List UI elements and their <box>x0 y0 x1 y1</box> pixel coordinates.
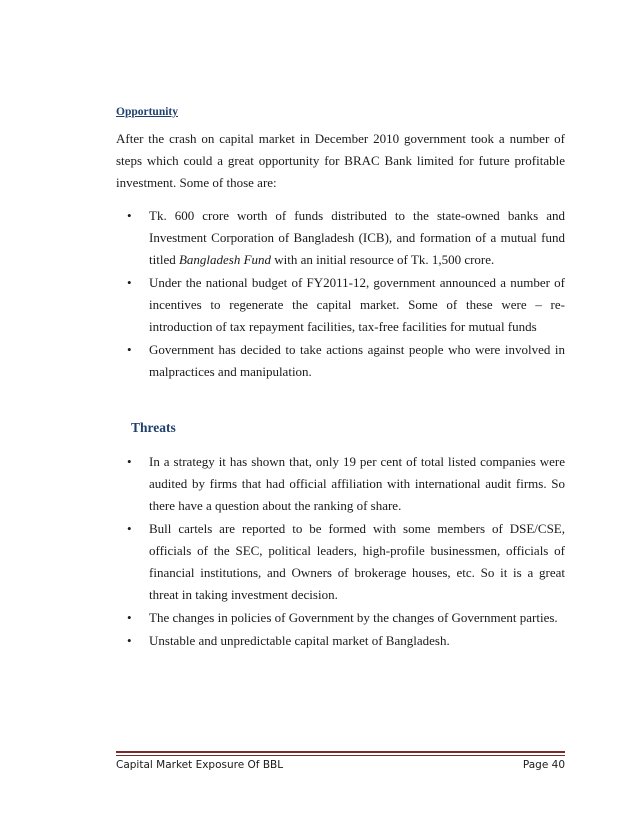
bullet-icon: • <box>127 521 132 536</box>
list-item-text: In a strategy it has shown that, only 19 per cent of total listed companies were audited by firms that had official affiliation with international audit firms. So there have a question about the ranking of share. <box>149 454 565 513</box>
list-item-text: Government has decided to take actions against people who were involved in malpractices and manipulation. <box>149 342 565 379</box>
list-item <box>116 630 565 652</box>
page-number: Page 40 <box>522 759 565 771</box>
list-item <box>116 272 565 338</box>
bullet-icon: • <box>127 342 132 357</box>
opportunity-heading: Opportunity <box>116 106 178 118</box>
list-item-text: The changes in policies of Government by the changes of Government parties. <box>149 610 558 625</box>
list-item <box>116 451 565 517</box>
bullet-icon: • <box>127 275 132 290</box>
list-item-text: Tk. 600 crore worth of funds distributed to the state-owned banks and Investment Corporation of Bangladesh (ICB), and formation of a mutual fund titled <box>149 208 565 267</box>
footer-divider <box>116 751 565 753</box>
bullet-icon: • <box>127 633 132 648</box>
list-item <box>116 205 565 271</box>
list-item-text: with an initial resource of Tk. 1,500 crore. <box>271 252 495 267</box>
footer-title: Capital Market Exposure Of BBL <box>116 759 284 771</box>
bullet-icon: • <box>127 208 132 223</box>
list-item <box>116 607 565 629</box>
threats-list <box>116 451 565 653</box>
opportunity-list <box>116 205 565 384</box>
threats-heading: Threats <box>131 420 176 435</box>
list-item-text: Bull cartels are reported to be formed with some members of DSE/CSE, officials of the SEC, political leaders, high-profile businessmen, officials of financial institutions, and Owners of brokerage houses, etc. So it is a great threat in taking investment decision. <box>149 521 565 602</box>
list-item <box>116 339 565 383</box>
page-footer <box>116 759 565 771</box>
footer-divider-thin <box>116 755 565 756</box>
list-item-text: Under the national budget of FY2011-12, government announced a number of incentives to regenerate the capital market. Some of these were – re-introduction of tax repayment facilities, tax-free facilities for mutual funds <box>149 275 565 334</box>
list-item <box>116 518 565 606</box>
opportunity-intro: After the crash on capital market in December 2010 government took a number of steps which could a great opportunity for BRAC Bank limited for future profitable investment. Some of those are: <box>116 131 565 190</box>
list-item-text: Unstable and unpredictable capital market of Bangladesh. <box>149 633 450 648</box>
bullet-icon: • <box>127 454 132 469</box>
fund-name: Bangladesh Fund <box>178 252 272 267</box>
bullet-icon: • <box>127 610 132 625</box>
